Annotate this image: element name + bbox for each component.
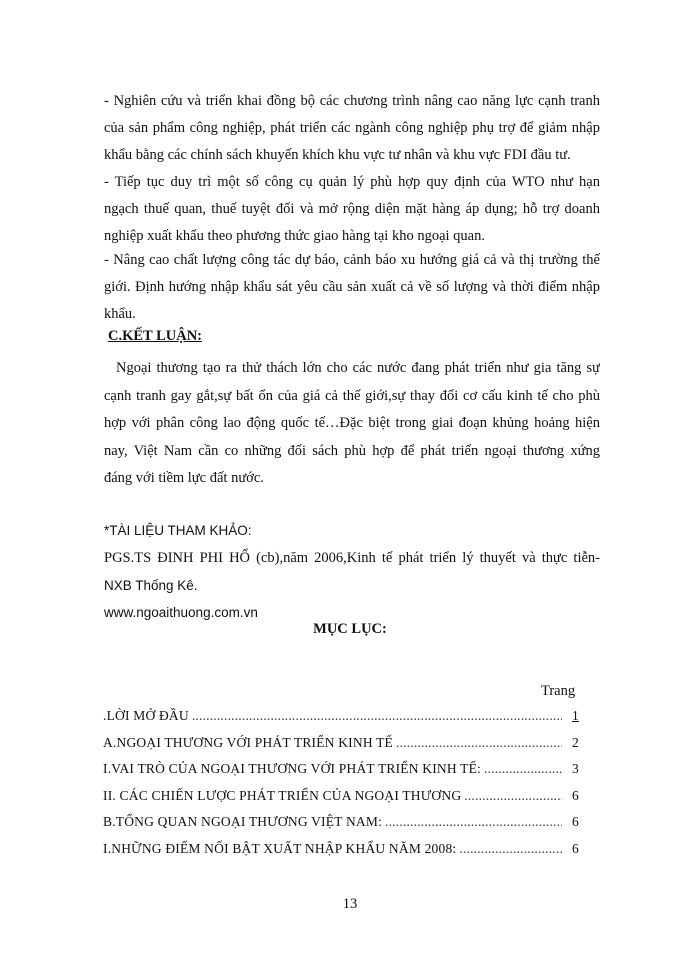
text-line: - Tiếp tục duy trì một số công cụ quản lý phù hợp quy định của WTO như hạn — [104, 174, 600, 190]
paragraph-wto-tools — [104, 169, 600, 250]
text-line: Ngoại thương tạo ra thử thách lớn cho các nước đang phát triển như gia tăng sự — [116, 360, 600, 376]
text-line: giới. Định hướng nhập khẩu sát yêu cầu sản xuất cả về số lượng và thời điểm nhập — [104, 279, 600, 295]
text-line: nghiệp xuất khẩu theo phương thức giao hàng tại kho ngoại quan. — [104, 228, 485, 244]
conclusion-paragraph — [104, 355, 600, 493]
table-of-contents — [103, 708, 579, 867]
toc-leader-dots — [464, 788, 562, 804]
text-line: của sản phẩm công nghiệp, phát triển các ngành công nghiệp phụ trợ để giảm nhập — [104, 120, 600, 136]
toc-entry-page: 3 — [572, 761, 579, 776]
references-heading: *TÀI LIỆU THAM KHẢO: — [104, 523, 252, 538]
paragraph-forecasting — [104, 247, 600, 328]
toc-entry-page: 1 — [572, 708, 579, 723]
page-number: 13 — [342, 896, 358, 912]
references-list — [104, 545, 600, 626]
toc-entry[interactable] — [103, 708, 579, 735]
toc-entry-page: 6 — [572, 787, 579, 803]
text-line: ngạch thuế quan, thuế tuyệt đối và mở rộng diện mặt hàng áp dụng; hỗ trợ doanh — [104, 201, 600, 217]
text-line: cạnh tranh gay gắt,sự bất ổn của giá cả thế giới,sự thay đổi cơ cấu kinh tế cho phù — [104, 387, 600, 404]
paragraph-industry-competitiveness — [104, 88, 600, 169]
toc-entry[interactable] — [103, 761, 579, 788]
toc-entry-page: 6 — [572, 814, 579, 829]
toc-entry[interactable] — [103, 735, 579, 762]
toc-leader-dots — [192, 708, 562, 724]
text-line: khẩu bằng các chính sách khuyến khích khu vực tư nhân và khu vực FDI đầu tư. — [104, 147, 571, 163]
text-line: - Nghiên cứu và triển khai đồng bộ các chương trình nâng cao năng lực cạnh tranh — [104, 93, 600, 109]
text-line: hợp với phân công lao động quốc tế…Đặc biệt trong giai đoạn khủng hoảng hiện — [104, 415, 600, 431]
toc-leader-dots — [396, 735, 562, 751]
reference-website: www.ngoaithuong.com.vn — [104, 605, 258, 620]
toc-entry[interactable] — [103, 841, 579, 868]
toc-entry-label: I.VAI TRÒ CỦA NGOẠI THƯƠNG VỚI PHÁT TRIỂN KINH TẾ: — [103, 761, 481, 776]
toc-leader-dots — [484, 761, 562, 777]
text-line: đáng với tiềm lực đất nước. — [104, 470, 264, 486]
toc-entry[interactable] — [103, 788, 579, 815]
text-line: khẩu. — [104, 306, 136, 322]
toc-entry-label: I.NHỮNG ĐIỂM NỔI BẬT XUẤT NHẬP KHẨU NĂM 2008: — [103, 840, 457, 856]
toc-leader-dots — [459, 841, 562, 857]
toc-entry-label: B.TỔNG QUAN NGOẠI THƯƠNG VIỆT NAM: — [103, 814, 383, 829]
toc-entry-page: 2 — [572, 734, 579, 750]
reference-entry: PGS.TS ĐINH PHI HỔ (cb),năm 2006,Kinh tế phát triển lý thuyết và thực tiễn- — [104, 550, 600, 566]
toc-entry-label: .LỜI MỞ ĐẦU — [103, 708, 189, 723]
reference-publisher: NXB Thống Kê. — [104, 578, 198, 593]
conclusion-heading: C.KẾT LUẬN: — [108, 328, 202, 344]
toc-title: MỤC LỤC: — [313, 621, 387, 637]
text-line: nay, Việt Nam cần co những đối sách phù hợp để phát triển ngoại thương xứng — [104, 442, 600, 459]
toc-entry-page: 6 — [572, 840, 579, 856]
toc-entry[interactable] — [103, 814, 579, 841]
text-line: - Nâng cao chất lượng công tác dự báo, cảnh báo xu hướng giá cả và thị trường thế — [104, 252, 600, 268]
toc-entry-label: A.NGOẠI THƯƠNG VỚI PHÁT TRIỂN KINH TẾ — [103, 734, 393, 750]
toc-entry-label: II. CÁC CHIẾN LƯỢC PHÁT TRIỂN CỦA NGOẠI THƯƠNG — [103, 787, 462, 803]
toc-page-column-label: Trang — [541, 683, 576, 699]
toc-leader-dots — [385, 814, 562, 830]
